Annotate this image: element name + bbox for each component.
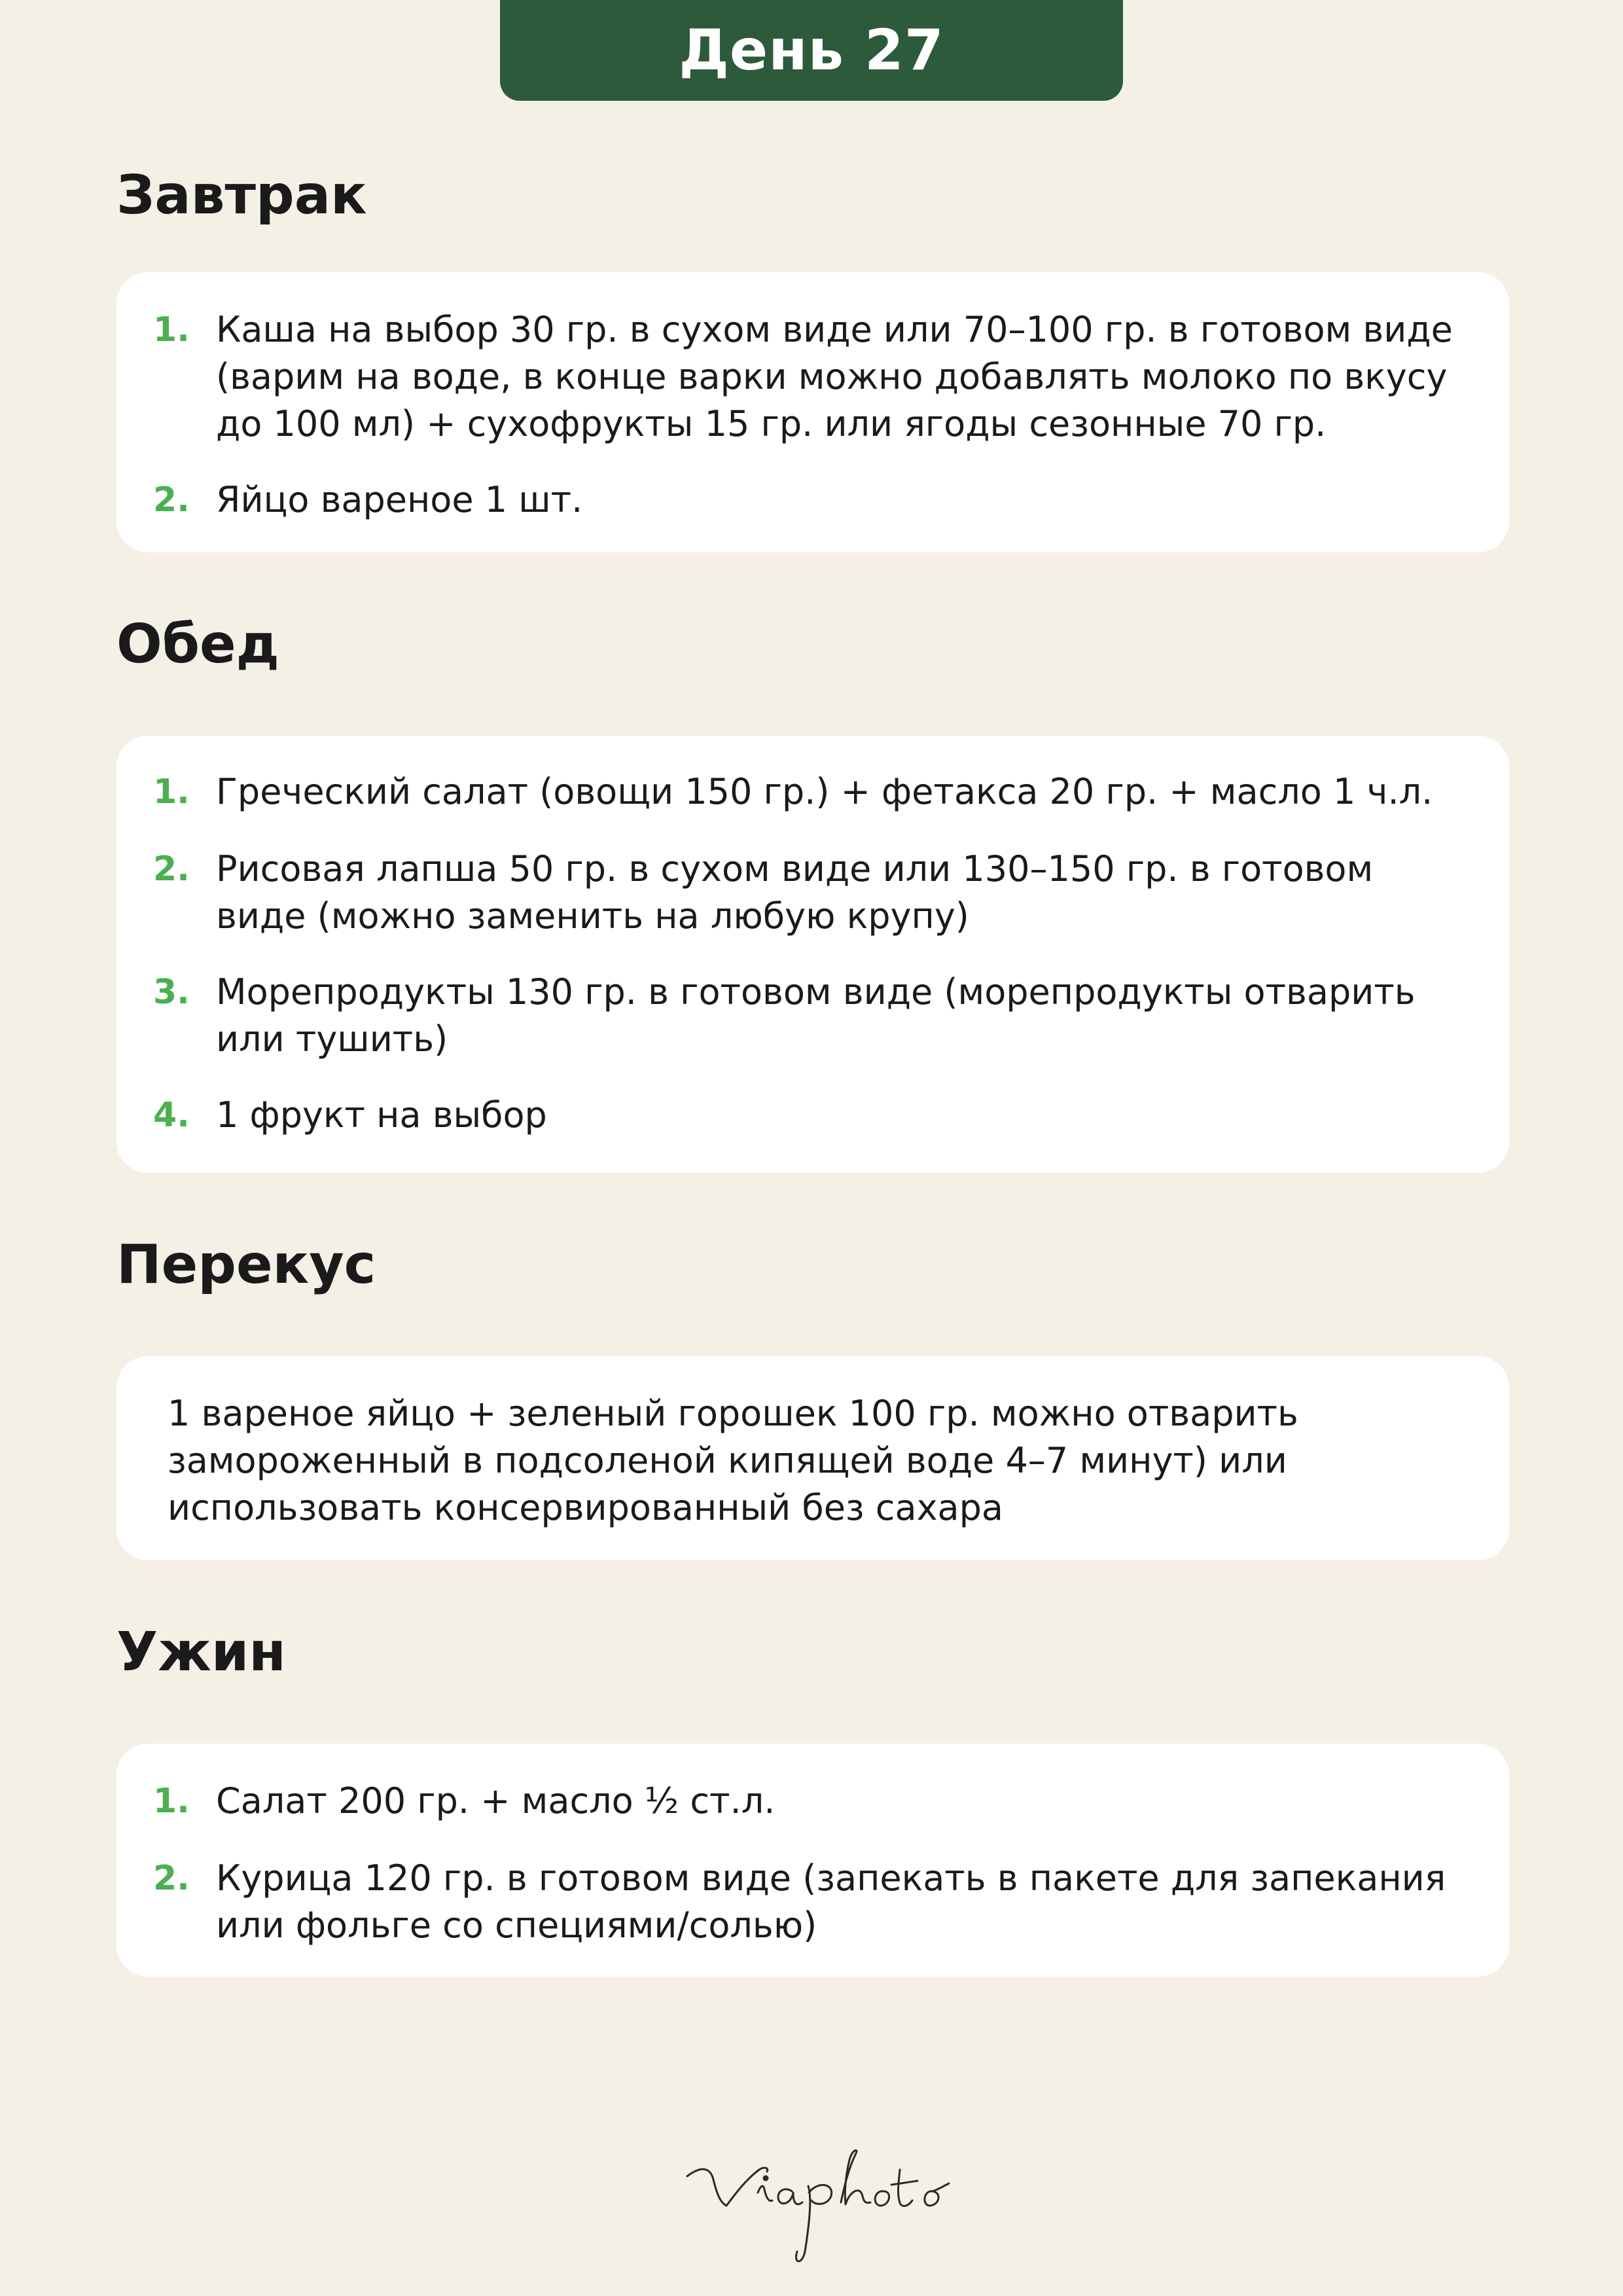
item-number: 1. (153, 310, 190, 350)
item-text: Яйцо вареное 1 шт. (216, 479, 583, 520)
item-number: 2. (153, 850, 190, 889)
item-number: 2. (153, 480, 190, 520)
item-text: Морепродукты 130 гр. в готовом виде (морепродукты отварить или тушить) (216, 971, 1416, 1060)
day-title: День 27 (679, 18, 944, 83)
item-number: 1. (153, 772, 190, 812)
dinner-title: Ужин (116, 1621, 286, 1683)
item-text: Курица 120 гр. в готовом виде (запекать в пакете для запекания или фольге со специями/солью) (216, 1857, 1446, 1946)
item-number: 3. (153, 973, 190, 1012)
breakfast-title: Завтрак (116, 164, 367, 226)
dinner-card (116, 1744, 1509, 1977)
breakfast-card (116, 272, 1509, 552)
day-badge (500, 0, 1123, 101)
item-text: Греческий салат (овощи 150 гр.) + фетакса 20 гр. + масло 1 ч.л. (216, 771, 1433, 812)
snack-title: Перекус (116, 1234, 376, 1296)
lunch-title: Обед (116, 613, 279, 675)
snack-card (116, 1356, 1509, 1560)
item-number: 1. (153, 1782, 190, 1821)
item-number: 2. (153, 1859, 190, 1898)
item-number: 4. (153, 1096, 190, 1135)
item-text: Рисовая лапша 50 гр. в сухом виде или 130–150 гр. в готовом виде (можно заменить на любую крупу) (216, 848, 1374, 937)
item-text: 1 фрукт на выбор (216, 1094, 547, 1136)
item-text: Салат 200 гр. + масло ½ ст.л. (216, 1780, 776, 1821)
snack-text: 1 вареное яйцо + зеленый горошек 100 гр. можно отварить замороженный в подсоленой кипящей воде 4–7 минут) или использовать консервированный без сахара (168, 1393, 1298, 1528)
item-text: Каша на выбор 30 гр. в сухом виде или 70–100 гр. в готовом виде (варим на воде, в конце варки можно добавлять молоко по вкусу до 100 мл) + сухофрукты 15 гр. или ягоды сезонные 70 гр. (216, 309, 1453, 444)
lunch-card (116, 736, 1509, 1173)
signature-logo (681, 2140, 955, 2271)
